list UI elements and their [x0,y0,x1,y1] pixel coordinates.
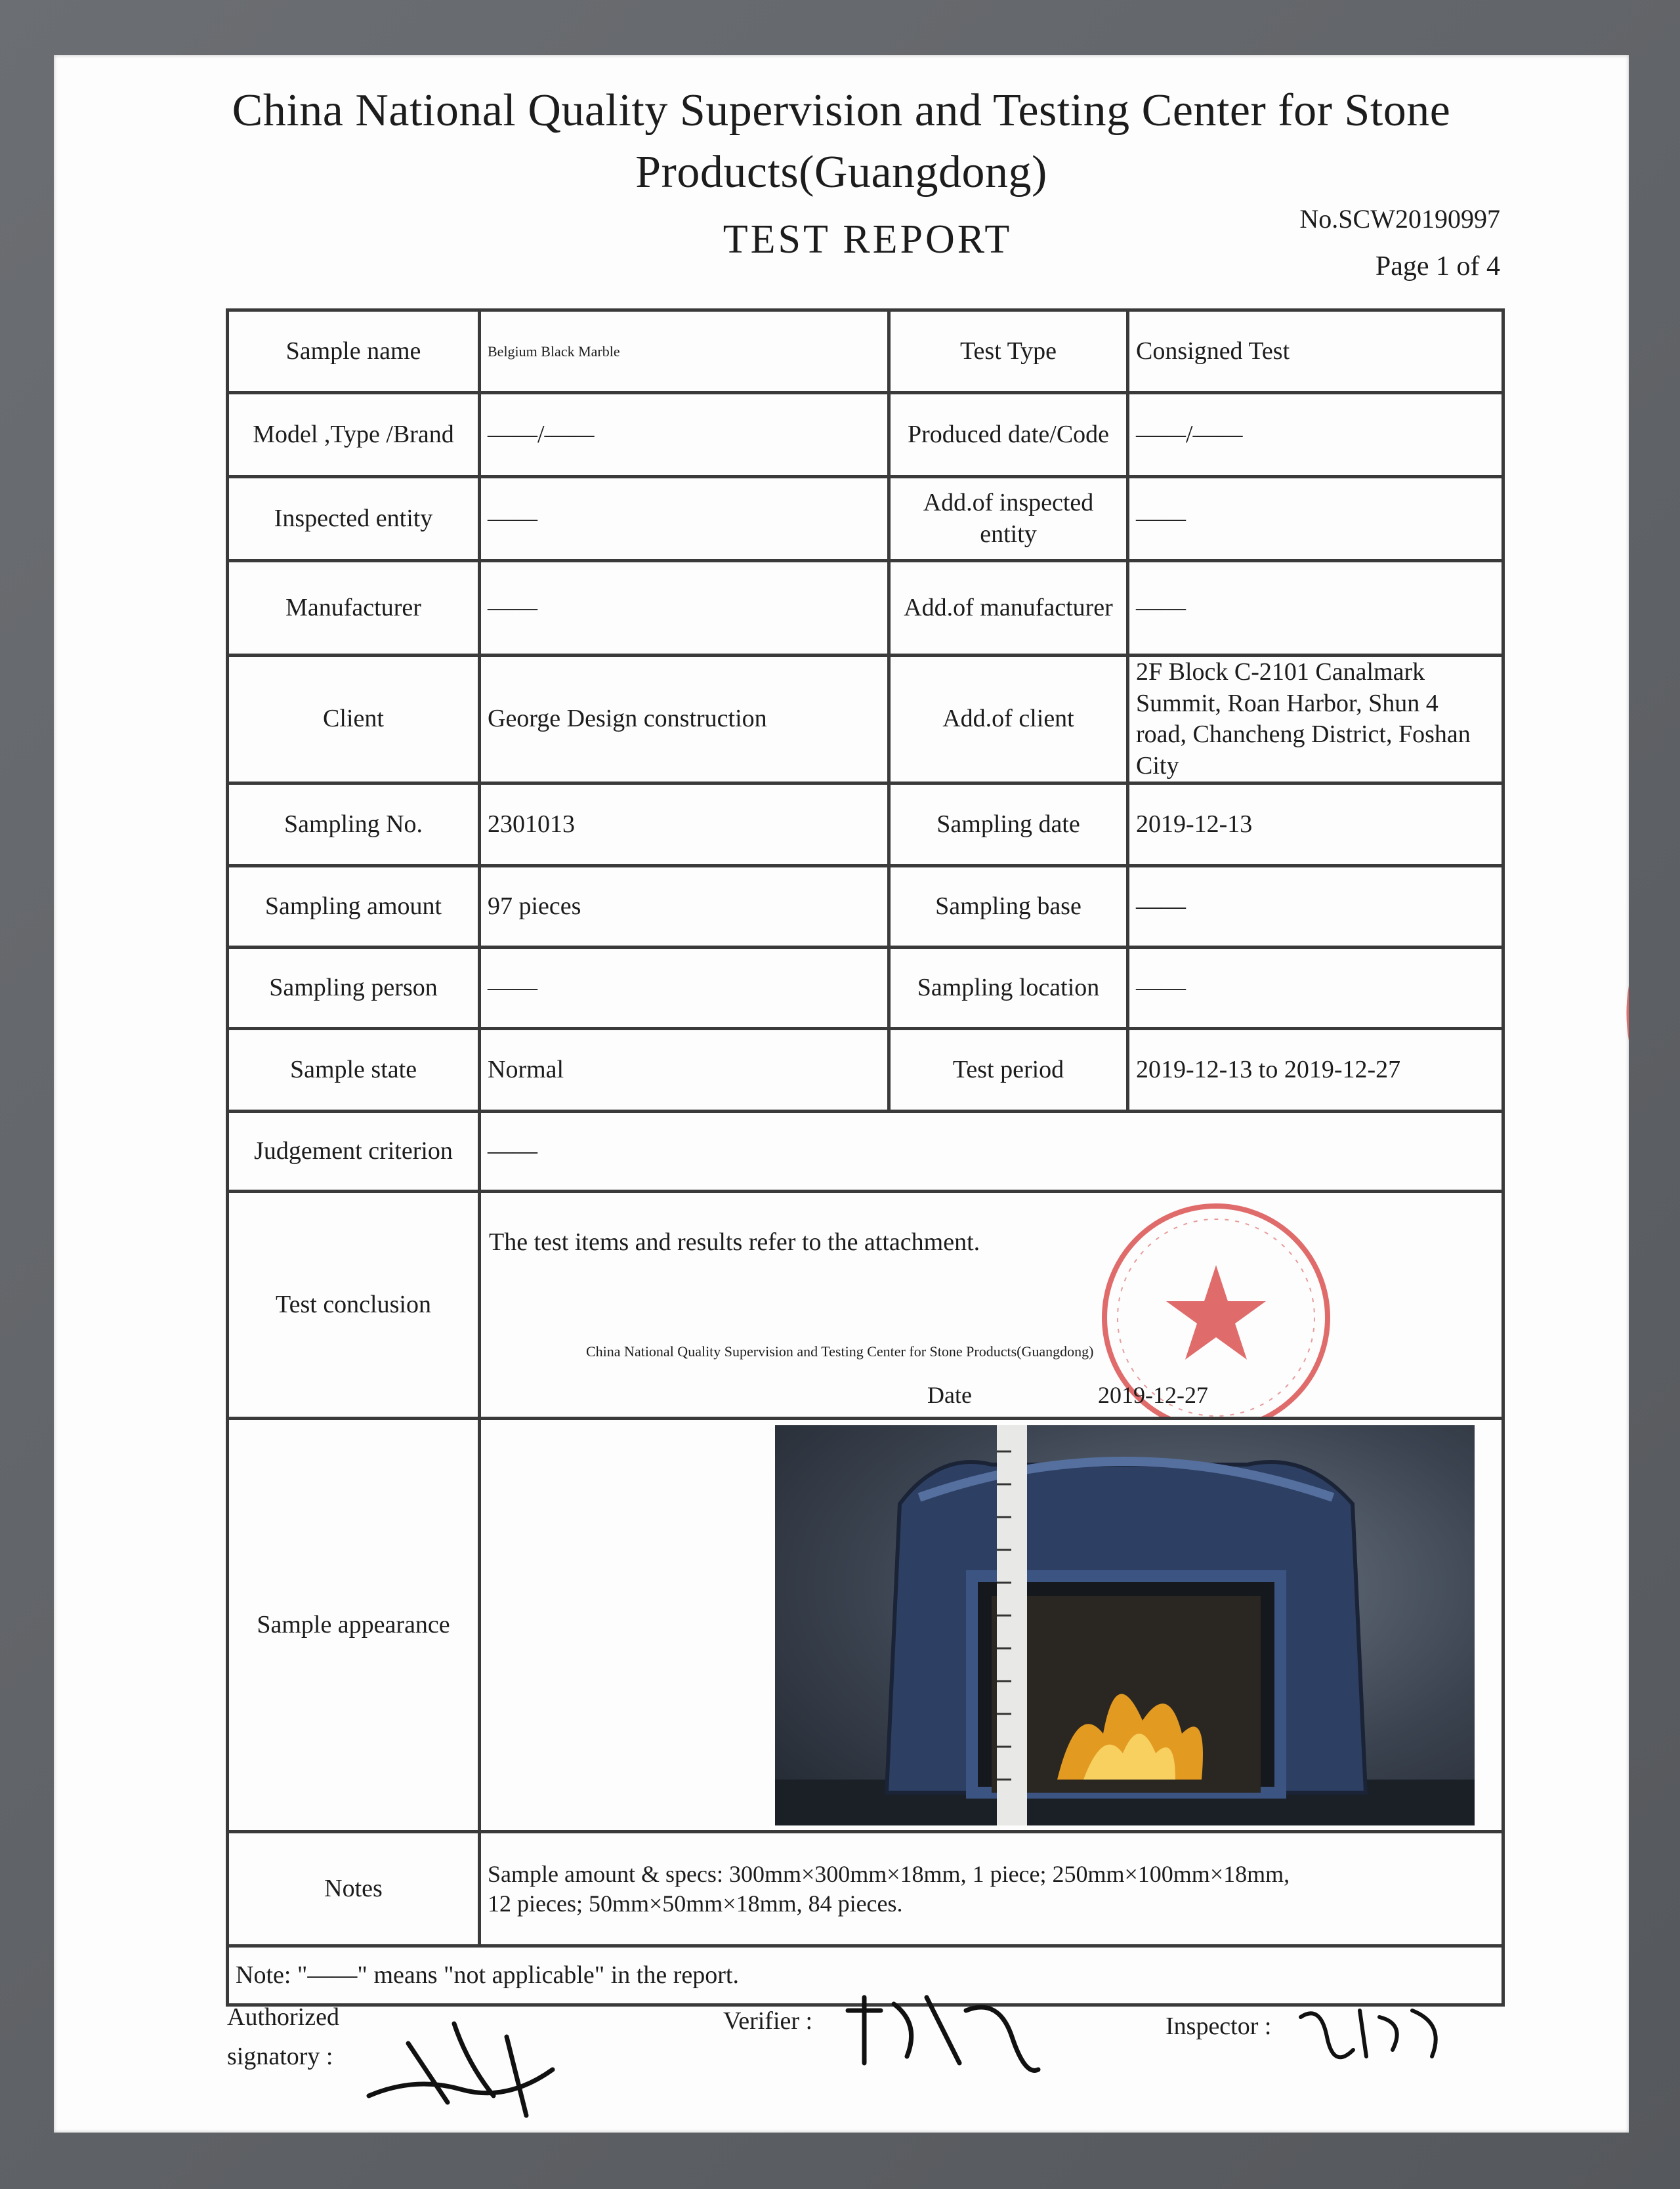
report-table [226,308,1505,2007]
fireplace-image-icon [775,1425,1475,1825]
field-label: Test period [889,1029,1128,1112]
field-label: Sampling amount [228,866,480,948]
field-value: George Design construction [480,656,889,783]
conclusion-date-label: Date [927,1382,972,1408]
notes-value [480,1832,1503,1946]
field-label: Add.of client [889,656,1128,783]
page-indicator: Page 1 of 4 [1375,251,1500,281]
field-value: —— [480,948,889,1029]
authorized-signature-icon [356,1997,566,2129]
field-value: Consigned Test [1128,310,1503,393]
field-value: 2F Block C-2101 Canalmark Summit, Roan Harbor, Shun 4 road, Chancheng District, Foshan City [1128,656,1503,783]
notes-line1: Sample amount & specs: 300mm×300mm×18mm, 1 piece; 250mm×100mm×18mm, [488,1860,1290,1887]
field-label: Sampling date [889,783,1128,866]
field-value: —— [1128,561,1503,656]
table-row [228,393,1503,477]
field-value: Belgium Black Marble [480,310,889,393]
table-row [228,1419,1503,1832]
table-row [228,310,1503,393]
footnote: Note: "——" means "not applicable" in the report. [228,1946,1503,2005]
sample-photo [775,1425,1475,1825]
conclusion-organization: China National Quality Supervision and Testing Center for Stone Products(Guangdong) [586,1343,1094,1360]
field-label: Sampling No. [228,783,480,866]
field-value: 97 pieces [480,866,889,948]
report-number: No.SCW20190997 [1299,204,1500,234]
authorized-signatory-label [227,1997,339,2076]
edge-seal-icon [1603,908,1629,1118]
table-row [228,948,1503,1029]
field-label: Client [228,656,480,783]
field-label: Test Type [889,310,1128,393]
inspector-label: Inspector : [1166,2012,1272,2040]
conclusion-date: 2019-12-27 [1098,1382,1208,1408]
field-value: Normal [480,1029,889,1112]
conclusion-cell [480,1192,1503,1419]
field-value: ——/—— [1128,393,1503,477]
report-org-title-line2: Products(Guangdong) [635,147,1047,198]
field-value: —— [1128,477,1503,561]
verifier-signature-icon [841,1984,1051,2083]
table-row [228,1832,1503,1946]
field-label: Model ,Type /Brand [228,393,480,477]
field-value: 2019-12-13 [1128,783,1503,866]
table-row [228,866,1503,948]
table-row [228,477,1503,561]
authorized-label-line1: Authorized [227,2003,339,2031]
table-row [228,1029,1503,1112]
table-row [228,1112,1503,1192]
notes-line2: 12 pieces; 50mm×50mm×18mm, 84 pieces. [488,1890,903,1917]
field-value: —— [480,477,889,561]
verifier-label: Verifier : [723,2007,813,2035]
field-value: —— [1128,948,1503,1029]
field-value: 2019-12-13 to 2019-12-27 [1128,1029,1503,1112]
table-row [228,783,1503,866]
inspector-signature-icon [1294,1997,1452,2070]
table-row [228,561,1503,656]
conclusion-text: The test items and results refer to the attachment. [489,1228,980,1256]
table-row [228,1192,1503,1419]
field-label: Sample state [228,1029,480,1112]
signature-row [54,1997,1629,2129]
report-org-title-line1: China National Quality Supervision and Testing Center for Stone [232,85,1451,136]
field-value: ——/—— [480,393,889,477]
field-label: Sampling location [889,948,1128,1029]
report-title: TEST REPORT [723,217,1013,262]
field-label: Manufacturer [228,561,480,656]
table-row [228,656,1503,783]
field-label: Produced date/Code [889,393,1128,477]
notes-label: Notes [228,1832,480,1946]
judgement-label: Judgement criterion [228,1112,480,1192]
appearance-label: Sample appearance [228,1419,480,1832]
field-label: Sample name [228,310,480,393]
field-label: Sampling person [228,948,480,1029]
authorized-label-line2: signatory : [227,2043,333,2070]
report-page [54,55,1629,2133]
field-value: —— [1128,866,1503,948]
field-label: Add.of manufacturer [889,561,1128,656]
judgement-value: —— [480,1112,1503,1192]
field-value: 2301013 [480,783,889,866]
conclusion-label: Test conclusion [228,1192,480,1419]
field-label: Add.of inspected entity [889,477,1128,561]
field-value: —— [480,561,889,656]
field-label: Sampling base [889,866,1128,948]
appearance-cell [480,1419,1503,1832]
field-label: Inspected entity [228,477,480,561]
